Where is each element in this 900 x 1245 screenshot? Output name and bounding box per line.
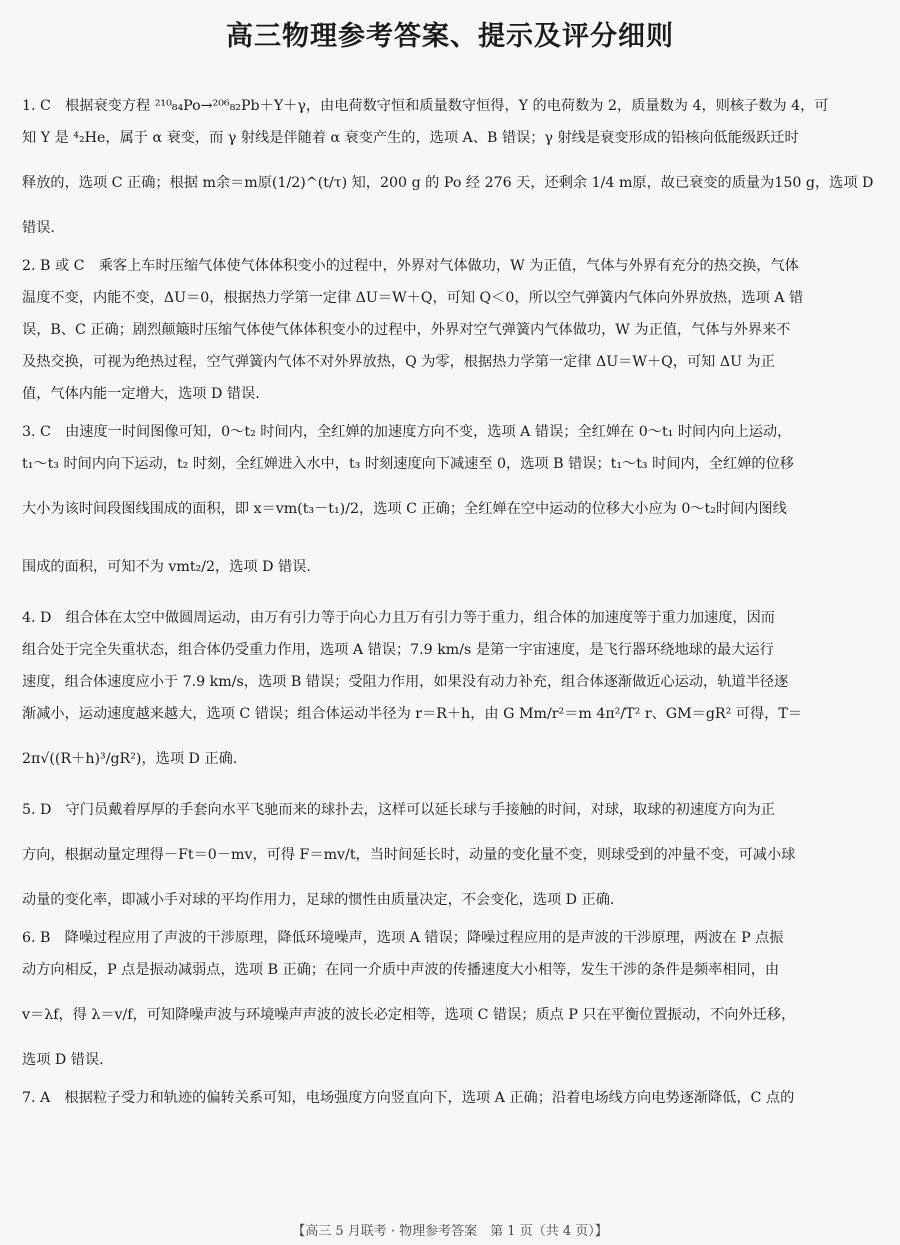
answer-line: 温度不变，内能不变，ΔU＝0，根据热力学第一定律 ΔU＝W＋Q，可知 Q＜0，所以空气弹簧内气体向外界放热，选项 A 错 (22, 290, 804, 306)
answer-line: 值，气体内能一定增大，选项 D 错误. (22, 386, 260, 402)
answer-item-1 (22, 90, 872, 244)
document-title: 高三物理参考答案、提示及评分细则 (226, 21, 674, 52)
page-footer: 【高三 5 月联考 · 物理参考答案 第 1 页（共 4 页）】 (292, 1224, 608, 1239)
answer-line: 误，B、C 正确；剧烈颠簸时压缩气体使气体体积变小的过程中，外界对空气弹簧内气体做功，W 为正值，气体与外界来不 (22, 322, 791, 338)
answer-item-3 (22, 416, 872, 596)
answer-item-7 (22, 1082, 872, 1114)
answer-line: 释放的，选项 C 正确；根据 m余＝m原(1/2)^(t/τ) 知，200 g 的 Po 经 276 天，还剩余 1/4 m原，故已衰变的质量为150 g，选项 D (22, 175, 874, 191)
answer-line: 3. C 由速度一时间图像可知，0～t₂ 时间内，全红婵的加速度方向不变，选项 A 错误；全红婵在 0～t₁ 时间内向上运动， (22, 424, 792, 440)
answer-line: t₁～t₃ 时间内向下运动，t₂ 时刻，全红婵进入水中，t₃ 时刻速度向下减速至 0，选项 B 错误；t₁～t₃ 时间内，全红婵的位移 (22, 456, 794, 472)
answer-line: 6. B 降噪过程应用了声波的干涉原理，降低环境噪声，选项 A 错误；降噪过程应用的是声波的干涉原理，两波在 P 点振 (22, 930, 784, 946)
answer-item-4 (22, 602, 872, 788)
answer-line: 方向，根据动量定理得－Ft＝0－mv，可得 F＝mv/t，当时间延长时，动量的变化量不变，则球受到的冲量不变，可减小球 (22, 847, 796, 863)
answer-line: 5. D 守门员戴着厚厚的手套向水平飞驰而来的球扑去，这样可以延长球与手接触的时间，对球，取球的初速度方向为正 (22, 802, 775, 818)
answer-line: 7. A 根据粒子受力和轨迹的偏转关系可知，电场强度方向竖直向下，选项 A 正确；沿着电场线方向电势逐渐降低，C 点的 (22, 1090, 795, 1106)
answer-line: 错误. (22, 220, 55, 236)
answer-line: 组合处于完全失重状态，组合体仍受重力作用，选项 A 错误；7.9 km/s 是第一宇宙速度，是飞行器环绕地球的最大运行 (22, 642, 774, 658)
answer-line: 渐减小，运动速度越来越大，选项 C 错误；组合体运动半径为 r＝R＋h，由 G Mm/r²＝m 4π²/T² r、GM＝gR² 可得，T＝ (22, 706, 803, 722)
answer-line: 动方向相反，P 点是振动减弱点，选项 B 正确；在同一介质中声波的传播速度大小相等，发生干涉的条件是频率相同，由 (22, 962, 780, 978)
answer-line: 选项 D 错误. (22, 1052, 104, 1068)
answer-line: 2. B 或 C 乘客上车时压缩气体使气体体积变小的过程中，外界对气体做功，W 为正值，气体与外界有充分的热交换，气体 (22, 258, 799, 274)
answer-line: 及热交换，可视为绝热过程，空气弹簧内气体不对外界放热，Q 为零，根据热力学第一定律 ΔU＝W＋Q，可知 ΔU 为正 (22, 354, 775, 370)
answer-line: 知 Y 是 ⁴₂He，属于 α 衰变，而 γ 射线是伴随着 α 衰变产生的，选项 A、B 错误；γ 射线是衰变形成的铅核向低能级跃迁时 (22, 130, 799, 146)
answer-item-2 (22, 250, 872, 410)
answer-line: 2π√((R＋h)³/gR²)，选项 D 正确. (22, 751, 238, 767)
answer-line: 大小为该时间段图线围成的面积，即 x＝vm(t₃－t₁)/2，选项 C 正确；全红婵在空中运动的位移大小应为 0～t₂时间内图线 (22, 501, 787, 517)
answer-line: 围成的面积，可知不为 vmt₂/2，选项 D 错误. (22, 559, 311, 575)
answer-line: 4. D 组合体在太空中做圆周运动，由万有引力等于向心力且万有引力等于重力，组合体的加速度等于重力加速度，因而 (22, 610, 775, 626)
answer-list (22, 90, 872, 1120)
answer-line: v＝λf，得 λ＝v/f，可知降噪声波与环境噪声声波的波长必定相等，选项 C 错误；质点 P 只在平衡位置振动，不向外迁移， (22, 1007, 796, 1023)
answer-item-6 (22, 922, 872, 1076)
answer-line: 1. C 根据衰变方程 ²¹⁰₈₄Po→²⁰⁶₈₂Pb＋Y＋γ，由电荷数守恒和质量数守恒得，Y 的电荷数为 2，质量数为 4，则核子数为 4，可 (22, 98, 829, 114)
answer-line: 速度，组合体速度应小于 7.9 km/s，选项 B 错误；受阻力作用，如果没有动力补充，组合体逐渐做近心运动，轨道半径逐 (22, 674, 789, 690)
answer-line: 动量的变化率，即减小手对球的平均作用力，足球的惯性由质量决定，不会变化，选项 D 正确. (22, 892, 615, 908)
answer-item-5 (22, 794, 872, 916)
